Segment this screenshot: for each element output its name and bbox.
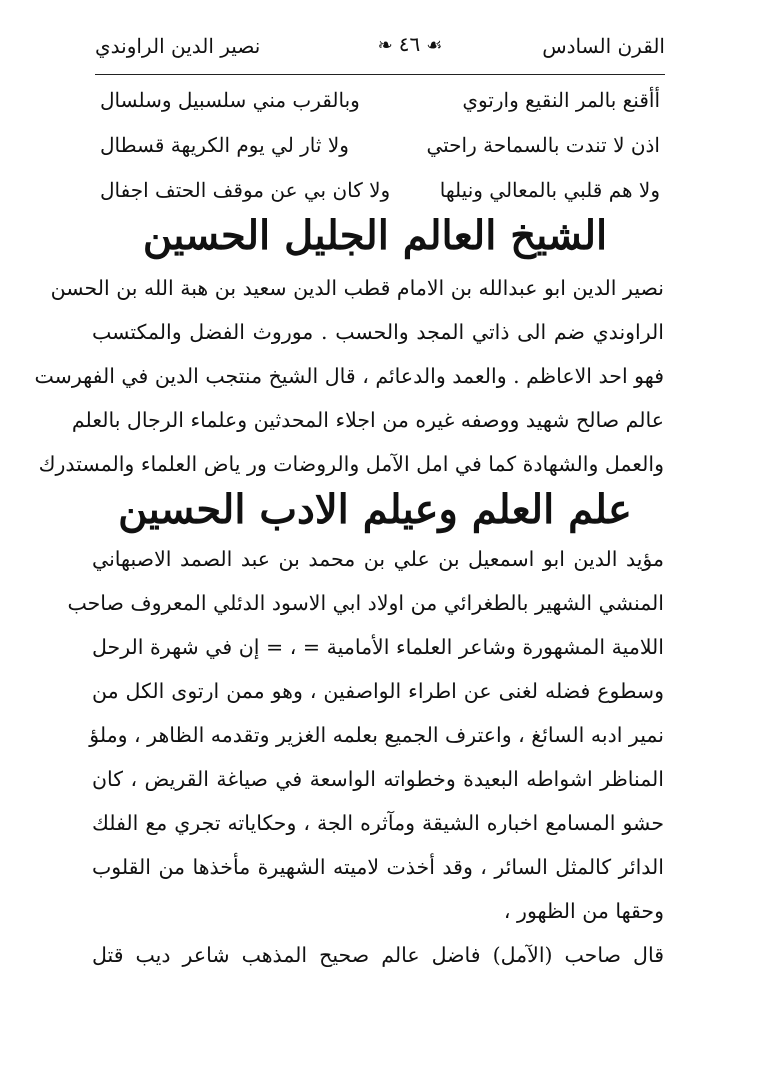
body-line: حشو المسامع اخباره الشيقة ومآثره الجة ، وحكاياته تجري مع الفلك [92,811,664,835]
page-number: ٤٦ [398,32,421,56]
body-line: الراوندي ضم الى ذاتي المجد والحسب . موروث الفضل والمكتسب [92,320,664,344]
body-line: اللامية المشهورة وشاعر العلماء الأمامية = ، = إن في شهرة الرحل [92,635,664,659]
header-divider [95,74,665,75]
verse-first-hemistich: ولا هم قلبي بالمعالي ونيلها [439,178,660,202]
body-line: المنشي الشهير بالطغرائي من اولاد ابي الاسود الدئلي المعروف صاحب [67,591,664,615]
verse-second-hemistich: ولا كان بي عن موقف الحتف اجفال [100,178,391,202]
body-line: وحقها من الظهور ، [503,899,664,923]
body-line: مؤيد الدين ابو اسمعيل بن علي بن محمد بن عبد الصمد الاصبهاني [92,547,664,571]
body-line: فهو احد الاعاظم . والعمد والدعائم ، قال الشيخ منتجب الدين في الفهرست [34,364,664,388]
poem-verse [100,133,660,173]
body-line: الدائر كالمثل السائر ، وقد أخذت لاميته الشهيرة مأخذها من القلوب [92,855,664,879]
section-heading: علم العلم وعيلم الادب الحسين [118,486,632,533]
section-heading: الشيخ العالم الجليل الحسين [142,212,608,259]
verse-first-hemistich: أأقنع بالمر النقيع وارتوي [462,88,660,112]
header-century: القرن السادس [542,34,665,58]
verse-first-hemistich: اذن لا تندت بالسماحة راحتي [426,133,660,157]
body-line: نمير ادبه السائغ ، واعترف الجميع بعلمه الغزير وتقدمه الظاهر ، وملؤ [89,723,664,747]
page-number-box [350,32,470,56]
header-subject: نصير الدين الراوندي [95,34,261,58]
body-line: عالم صالح شهيد ووصفه غيره من اجلاء المحدثين وعلماء الرجال بالعلم [71,408,664,432]
body-line: المناظر اشواطه البعيدة وخطواته الواسعة في صياغة القريض ، كان [92,767,664,791]
ornament-icon: ❧ [377,35,393,56]
page-header [95,28,665,72]
poem-verse [100,88,660,128]
body-line: نصير الدين ابو عبدالله بن الامام قطب الدين سعيد بن هبة الله بن الحسن [50,276,664,300]
body-line: والعمل والشهادة كما في امل الآمل والروضات ور ياض العلماء والمستدرك [38,452,664,476]
verse-second-hemistich: ولا ثار لي يوم الكريهة قسطال [100,133,349,157]
ornament-icon: ☙ [426,35,443,56]
body-line: وسطوع فضله لغنى عن اطراء الواصفين ، وهو ممن ارتوى الكل من [92,679,664,703]
body-line: قال صاحب (الآمل) فاضل عالم صحيح المذهب شاعر ديب قتل [92,943,664,967]
verse-second-hemistich: وبالقرب مني سلسبيل وسلسال [100,88,360,112]
